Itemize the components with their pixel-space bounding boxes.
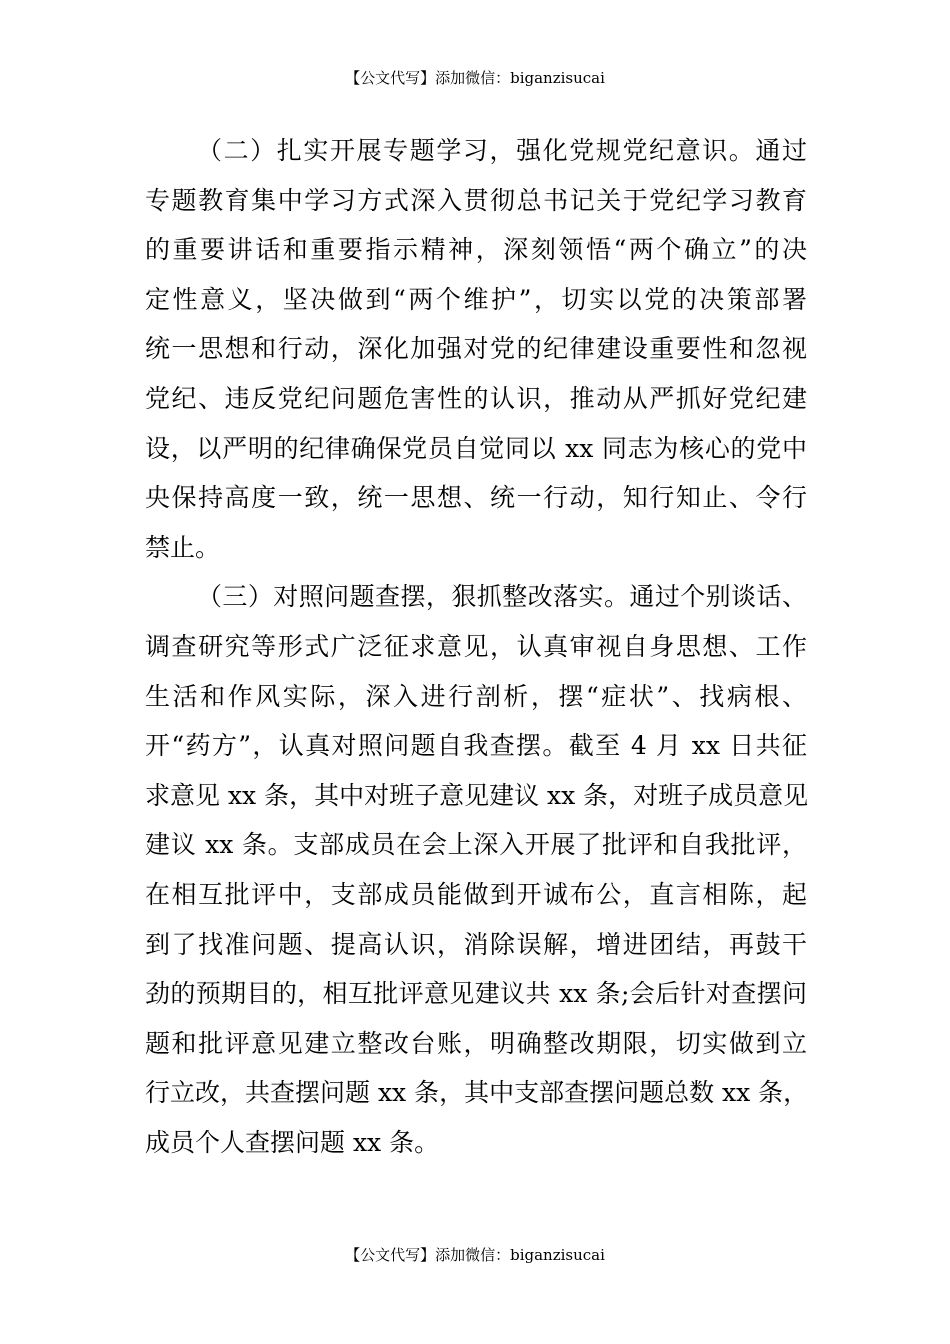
paragraph-3 xyxy=(145,572,807,1167)
paragraph-line: 定性意义，坚决做到“两个维护”，切实以党的决策部署 xyxy=(145,284,807,314)
paragraph-line: 调查研究等形式广泛征求意见，认真审视自身思想、工作 xyxy=(145,631,807,661)
paragraph-line: 劲的预期目的，相互批评意见建议共 xx 条;会后针对查摆问 xyxy=(145,979,807,1009)
paragraph-line: （三）对照问题查摆，狠抓整改落实。通过个别谈话、 xyxy=(197,582,807,612)
paragraph-line: 专题教育集中学习方式深入贯彻总书记关于党纪学习教育 xyxy=(145,185,807,215)
paragraph-line: 央保持高度一致，统一思想、统一行动，知行知止、令行 xyxy=(145,483,807,513)
paragraph-line: 禁止。 xyxy=(145,532,221,562)
paragraph-line: 统一思想和行动，深化加强对党的纪律建设重要性和忽视 xyxy=(145,334,807,364)
paragraph-line: 行立改，共查摆问题 xx 条，其中支部查摆问题总数 xx 条， xyxy=(145,1078,809,1108)
paragraph-line: 成员个人查摆问题 xx 条。 xyxy=(145,1127,440,1157)
document-body xyxy=(145,126,807,1167)
paragraph-line: 的重要讲话和重要指示精神，深刻领悟“两个确立”的决 xyxy=(145,235,807,265)
paragraph-line: 开“药方”，认真对照问题自我查摆。截至 4 月 xx 日共征 xyxy=(145,731,807,761)
paragraph-line: 求意见 xx 条，其中对班子意见建议 xx 条，对班子成员意见 xyxy=(145,780,809,810)
paragraph-line: 题和批评意见建立整改台账，明确整改期限，切实做到立 xyxy=(145,1028,807,1058)
paragraph-line: 建议 xx 条。支部成员在会上深入开展了批评和自我批评， xyxy=(145,830,807,860)
paragraph-line: 到了找准问题、提高认识，消除误解，增进团结，再鼓干 xyxy=(145,929,807,959)
paragraph-2 xyxy=(145,126,807,572)
paragraph-line: 生活和作风实际，深入进行剖析，摆“症状”、找病根、 xyxy=(145,681,807,711)
footer-watermark-text: 【公文代写】添加微信：biganzisucai xyxy=(345,1246,605,1264)
header-watermark-text: 【公文代写】添加微信：biganzisucai xyxy=(345,69,605,87)
paragraph-line: 党纪、违反党纪问题危害性的认识，推动从严抓好党纪建 xyxy=(145,383,807,413)
paragraph-line: 设，以严明的纪律确保党员自觉同以 xx 同志为核心的党中 xyxy=(145,433,807,463)
paragraph-line: （二）扎实开展专题学习，强化党规党纪意识。通过 xyxy=(197,136,807,165)
paragraph-line: 在相互批评中，支部成员能做到开诚布公，直言相陈，起 xyxy=(145,879,807,909)
